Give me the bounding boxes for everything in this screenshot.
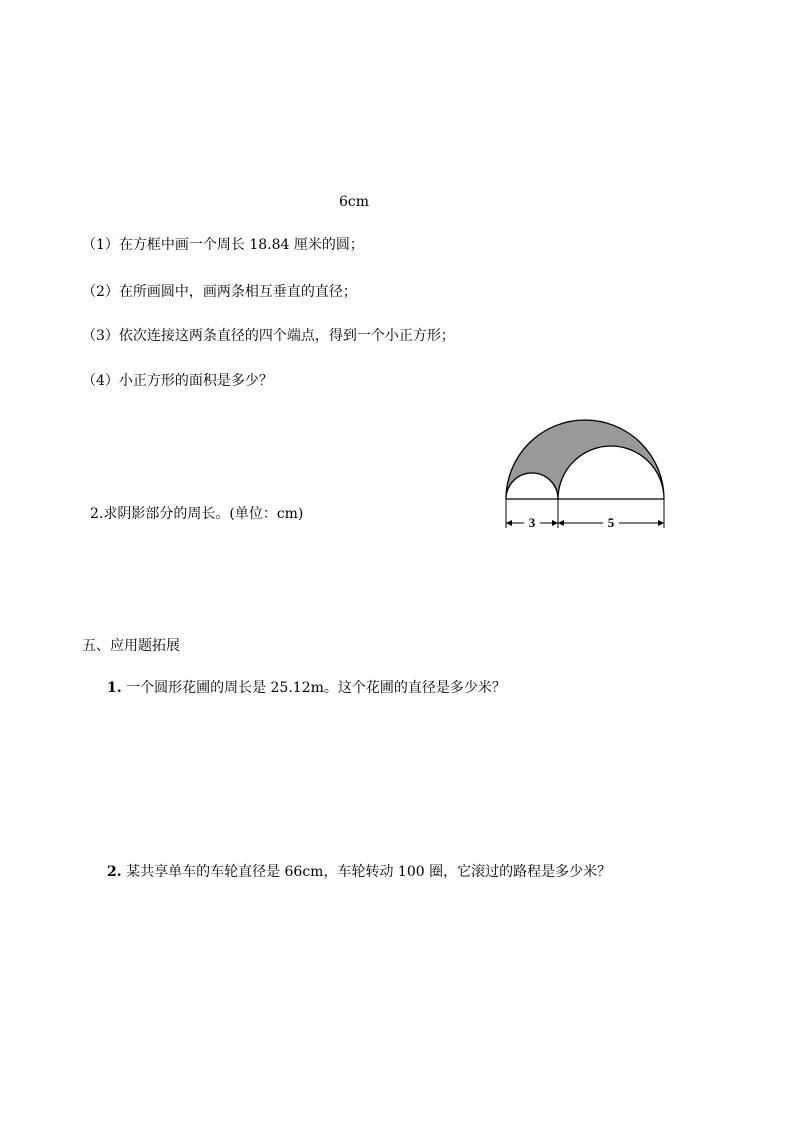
section-5-heading: 五、应用题拓展 bbox=[82, 638, 180, 654]
application-question-2 bbox=[107, 864, 611, 881]
arrowhead-large-right bbox=[658, 520, 664, 526]
arrowhead-small-right bbox=[552, 520, 558, 526]
arrowhead-large-left bbox=[558, 520, 564, 526]
step-3: （3）依次连接这两条直径的四个端点，得到一个小正方形； bbox=[82, 328, 455, 344]
step-2: （2）在所画圆中，画两条相互垂直的直径； bbox=[82, 284, 357, 300]
question-number: 1. bbox=[107, 680, 122, 696]
arrowhead-small-left bbox=[506, 520, 512, 526]
shaded-perimeter-question: 2.求阴影部分的周长。(单位：cm) bbox=[90, 506, 304, 522]
small-diameter-label: 3 bbox=[528, 515, 536, 530]
question-text: 一个圆形花圃的周长是 25.12m。这个花圃的直径是多少米？ bbox=[126, 680, 506, 696]
question-text: 某共享单车的车轮直径是 66cm，车轮转动 100 圈，它滚过的路程是多少米？ bbox=[126, 864, 612, 880]
question-number: 2. bbox=[107, 864, 122, 880]
step-4: （4）小正方形的面积是多少？ bbox=[82, 373, 273, 389]
large-diameter-label: 5 bbox=[607, 515, 615, 530]
box-side-label: 6cm bbox=[339, 194, 370, 210]
semicircle-figure bbox=[500, 410, 675, 540]
step-1: （1）在方框中画一个周长 18.84 厘米的圆； bbox=[82, 237, 364, 253]
application-question-1 bbox=[107, 680, 506, 697]
